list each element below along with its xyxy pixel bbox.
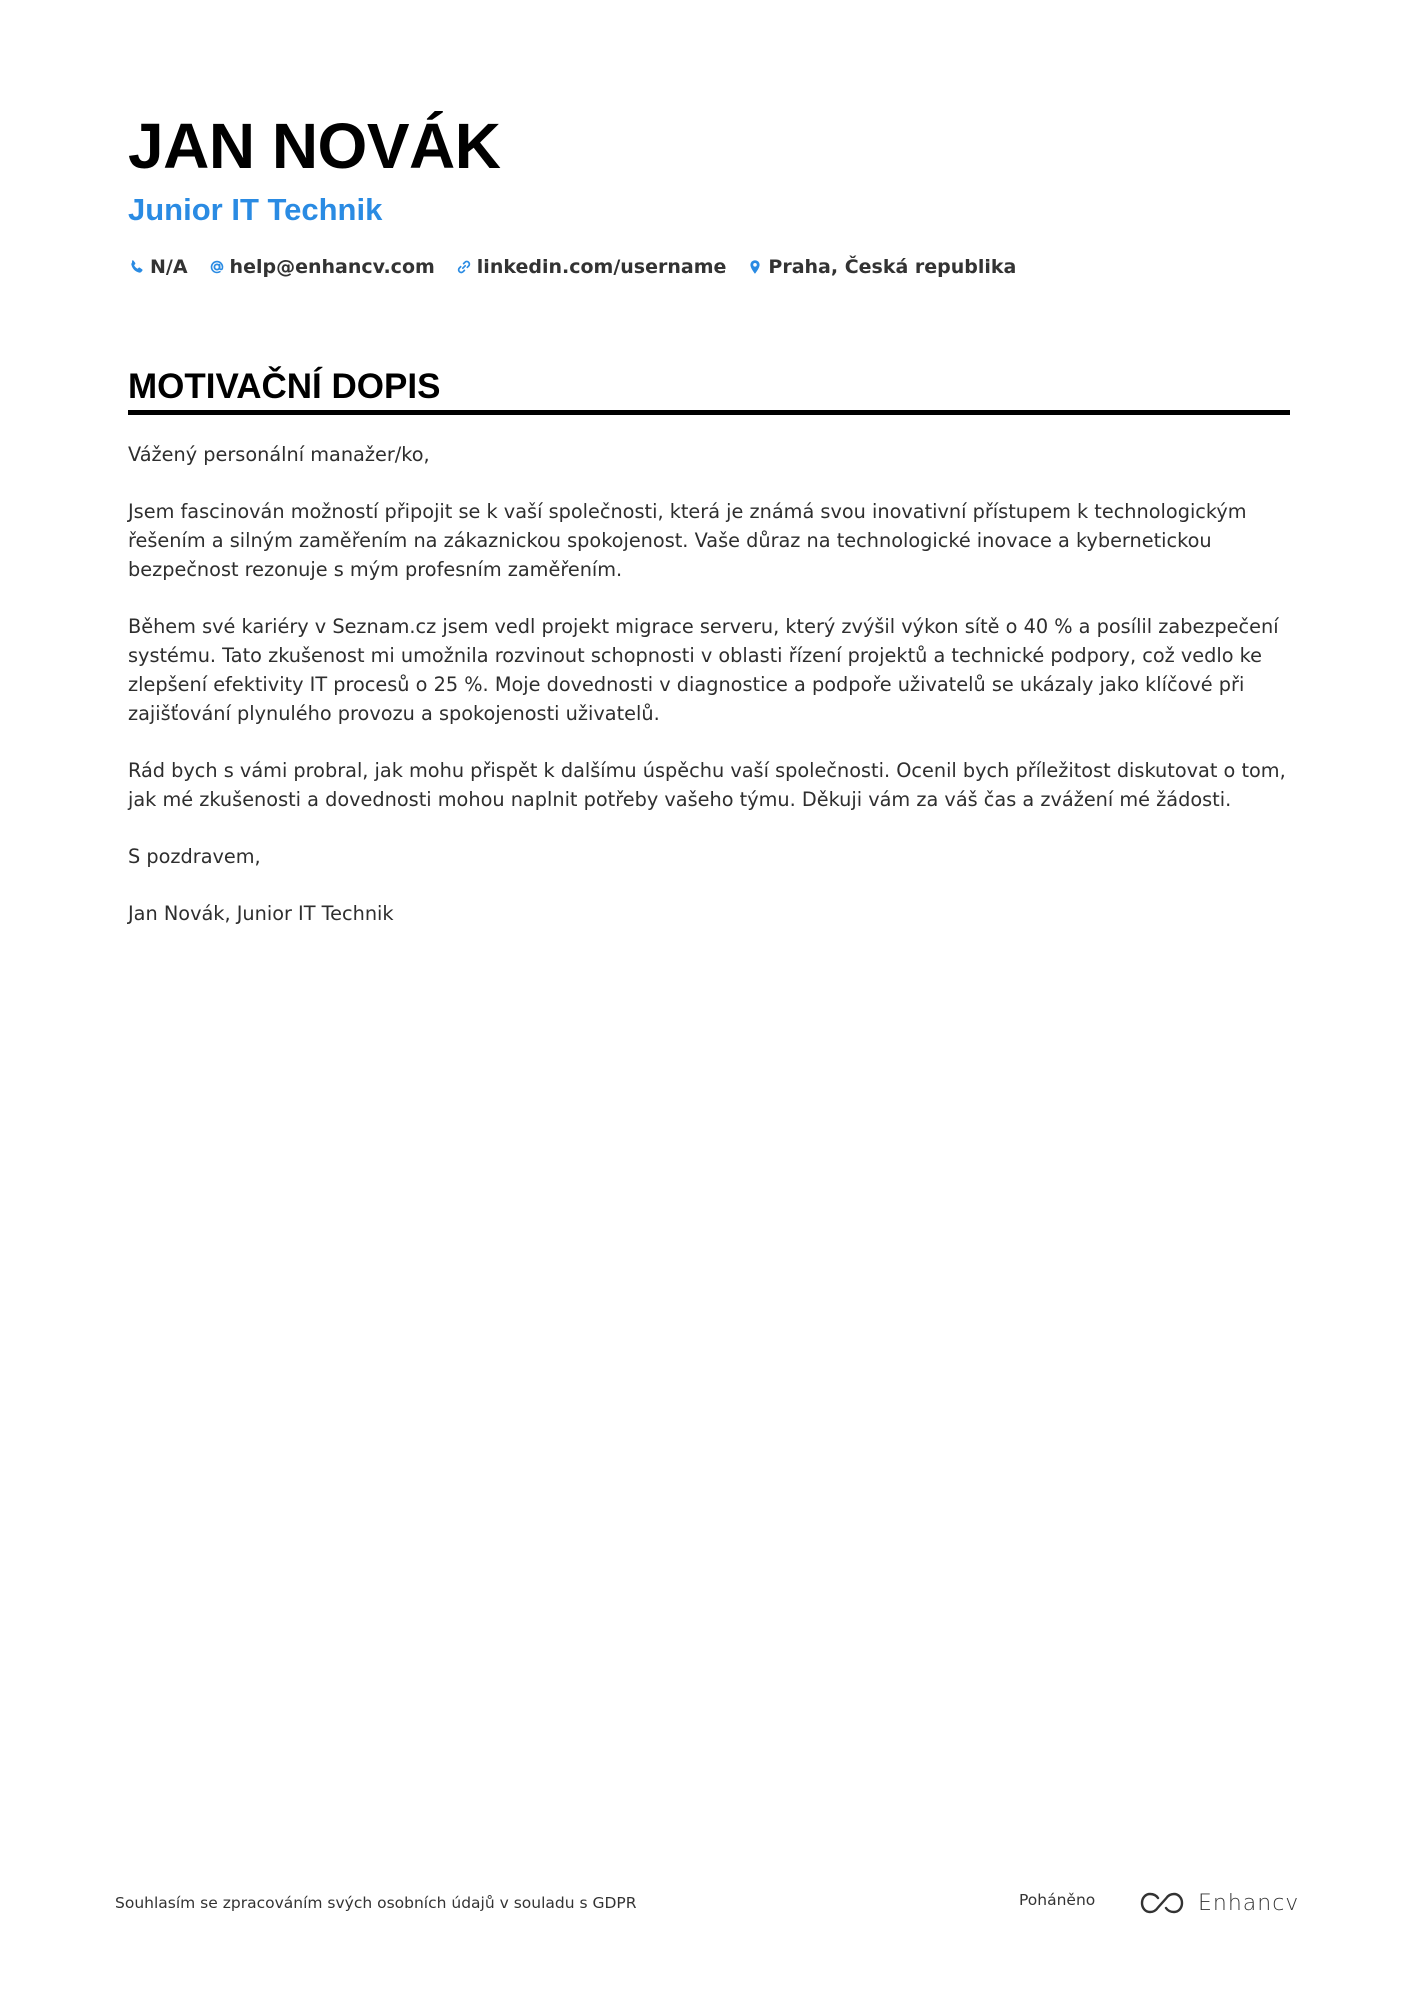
at-icon bbox=[208, 258, 226, 276]
phone-icon bbox=[128, 258, 146, 276]
letter-paragraph: Během své kariéry v Seznam.cz jsem vedl projekt migrace serveru, který zvýšil výkon sítě o 40 % a posílil zabezpečení systému. Tato zkušenost mi umožnila rozvinout schopnosti v oblasti řízení projektů a technické podpory, což vedlo ke zlepšení efektivity IT procesů o 25 %. Moje dovednosti v diagnostice a podpoře uživatelů se ukázaly jako klíčové při zajišťování plynulého provozu a spokojenosti uživatelů. bbox=[128, 615, 1279, 725]
candidate-name: JAN NOVÁK bbox=[128, 110, 501, 182]
link-icon bbox=[455, 258, 473, 276]
powered-by-label: Poháněno bbox=[1019, 1891, 1096, 1909]
letter-closing: S pozdravem, bbox=[128, 845, 261, 868]
location-value: Praha, Česká republika bbox=[768, 256, 1017, 278]
contact-bar bbox=[128, 254, 1036, 280]
letter-signature: Jan Novák, Junior IT Technik bbox=[128, 902, 394, 925]
candidate-role: Junior IT Technik bbox=[128, 192, 383, 227]
enhancv-logo[interactable] bbox=[1138, 1889, 1299, 1917]
section-title: MOTIVAČNÍ DOPIS bbox=[128, 367, 441, 406]
letter-body bbox=[128, 440, 1290, 956]
letter-paragraph: Rád bych s vámi probral, jak mohu přispět k dalšímu úspěchu vaší společnosti. Ocenil bych příležitost diskutovat o tom, jak mé zkušenosti a dovednosti mohou naplnit potřeby vašeho týmu. Děkuji vám za váš čas a zvážení mé žádosti. bbox=[128, 759, 1286, 811]
gdpr-consent: Souhlasím se zpracováním svých osobních údajů v souladu s GDPR bbox=[115, 1894, 637, 1912]
location-pin-icon bbox=[746, 258, 764, 276]
letter-greeting: Vážený personální manažer/ko, bbox=[128, 443, 430, 466]
letter-paragraph: Jsem fascinován možností připojit se k vaší společnosti, která je známá svou inovativní přístupem k technologickým řešením a silným zaměřením na zákaznickou spokojenost. Vaše důraz na technologické inovace a kybernetickou bezpečnost rezonuje s mým profesním zaměřením. bbox=[128, 500, 1247, 581]
contact-linkedin[interactable] bbox=[455, 256, 727, 278]
email-value[interactable]: help@enhancv.com bbox=[229, 256, 435, 278]
linkedin-value[interactable]: linkedin.com/username bbox=[476, 256, 727, 278]
contact-phone bbox=[128, 256, 188, 278]
enhancv-mark-icon bbox=[1138, 1889, 1186, 1917]
phone-value: N/A bbox=[150, 256, 188, 278]
contact-location bbox=[746, 256, 1016, 278]
contact-email[interactable] bbox=[208, 256, 435, 278]
section-divider bbox=[128, 410, 1290, 415]
brand-name: Enhancv bbox=[1198, 1890, 1300, 1916]
